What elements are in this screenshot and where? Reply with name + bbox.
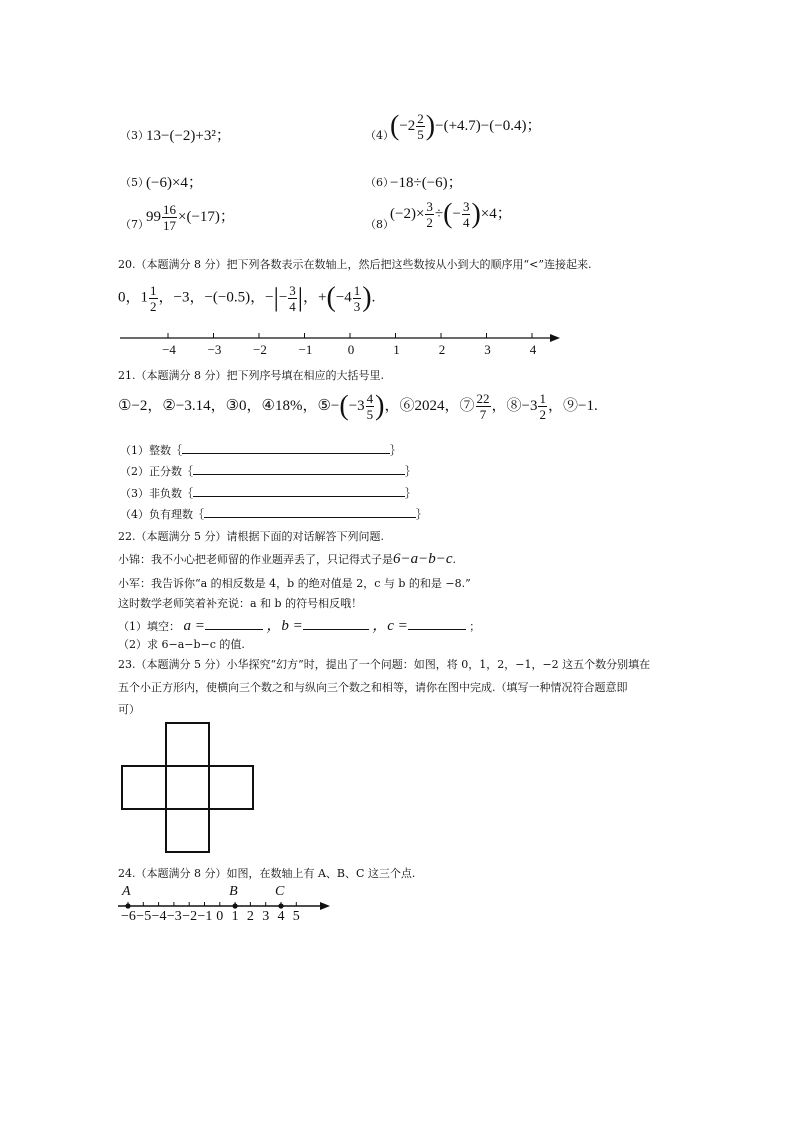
q24-tick-label: 2: [246, 909, 254, 924]
q24-point-label: A: [122, 884, 131, 899]
q20-tick-label: 1: [393, 342, 400, 357]
q19-p3-expr: 13−(−2)+3²；: [146, 128, 231, 144]
q22-q2: （2）求 6−a−b−c 的值.: [118, 638, 245, 651]
q24-tick-label: 5: [292, 909, 300, 924]
q20-tick-label: 2: [438, 342, 446, 357]
q20-tick-label: −3: [207, 342, 222, 357]
q24-tick-label: 0: [216, 909, 224, 924]
q21-set-nonnegative: （3）非负数｛ ｝: [120, 484, 416, 501]
q19-p8-expr: (−2)× $\frac{3}{2}$ ÷(− $\frac{3}{4}$ )×4；: [390, 198, 512, 230]
q20-tick-label: 3: [484, 342, 491, 357]
answer-blank-b[interactable]: [303, 617, 369, 630]
magic-square-cell-center[interactable]: [165, 765, 210, 810]
q21-set-negative-rational: （4）负有理数｛ ｝: [120, 505, 427, 522]
answer-blank[interactable]: [193, 484, 405, 497]
answer-blank[interactable]: [193, 462, 405, 475]
q19-p4-label: （4）: [365, 129, 394, 142]
q24-tick-label: −1: [197, 909, 213, 924]
q22-line3: 这时数学老师笑着补充说：a 和 b 的符号相反哦！: [118, 597, 363, 610]
magic-square-figure: [121, 722, 254, 853]
q19-p7-label: （7）: [120, 218, 149, 231]
q24-tick-label: 4: [277, 909, 285, 924]
q20-tick-label: −4: [162, 342, 176, 357]
q24-title: 24.（本题满分 8 分）如图，在数轴上有 A、B、C 这三个点.: [118, 867, 416, 880]
q20-tick-label: 0: [347, 342, 355, 357]
q19-p6-label: （6）: [365, 176, 394, 189]
q21-items: ①−2，②−3.14，③0，④18%，⑤−(−3 $\frac{4}{5}$ )，⑥2024，⑦ $\frac{22}{7}$ ，⑧−3 $\frac{1}{2}$ ，⑨−1.: [118, 390, 598, 422]
q24-point-A: [125, 903, 130, 908]
magic-square-cell-bottom[interactable]: [165, 808, 210, 853]
q24-tick-label: 1: [231, 909, 239, 924]
q24-tick-label: −5: [136, 909, 152, 924]
q22-fill: （1）填空： a = ，b = ，c = ；: [118, 618, 481, 634]
magic-square-cell-left[interactable]: [121, 765, 167, 810]
q23-line1: 23.（本题满分 5 分）小华探究“幻方”时，提出了一个问题：如图，将 0，1，2，−1，−2 这五个数分别填在: [118, 658, 651, 671]
answer-blank-c[interactable]: [408, 617, 466, 630]
q19-p6-expr: −18÷(−6)；: [390, 175, 463, 191]
q24-point-label: B: [229, 884, 238, 899]
answer-blank-a[interactable]: [205, 617, 263, 630]
q20-tick-label: −1: [298, 342, 313, 357]
q22-title: 22.（本题满分 5 分）请根据下面的对话解答下列问题.: [118, 530, 384, 543]
q22-line1: 小锦：我不小心把老师留的作业题弄丢了，只记得式子是6−a−b−c.: [118, 551, 457, 567]
answer-blank[interactable]: [204, 505, 416, 518]
magic-square-cell-right[interactable]: [208, 765, 254, 810]
answer-blank[interactable]: [182, 441, 390, 454]
q24-tick-label: 3: [262, 909, 270, 924]
q24-tick-label: −6: [121, 909, 136, 924]
q21-set-integers: （1）整数｛ ｝: [120, 441, 401, 458]
q23-line2: 五个小正方形内，使横向三个数之和与纵向三个数之和相等，请你在图中完成.（填写一种情况符合题意即: [118, 681, 628, 694]
q24-tick-label: −4: [151, 909, 167, 924]
magic-square-cell-top[interactable]: [165, 722, 210, 767]
q24-tick-label: −3: [166, 909, 182, 924]
q21-set-positive-fractions: （2）正分数｛ ｝: [120, 462, 416, 479]
q20-tick-label: 4: [529, 342, 537, 357]
q21-title: 21.（本题满分 8 分）把下列序号填在相应的大括号里.: [118, 369, 384, 382]
q19-p5-label: （5）: [120, 176, 149, 189]
q19-p8-label: （8）: [365, 218, 394, 231]
q22-line2: 小军：我告诉你“a 的相反数是 4，b 的绝对值是 2，c 与 b 的和是 −8.”: [118, 577, 471, 590]
q24-point-C: [278, 903, 283, 908]
q20-number-line: [110, 325, 570, 361]
q19-p4-expr: (−2 $\frac{2}{5}$ )−(+4.7)−(−0.4)；: [390, 110, 542, 142]
q23-line3: 可）: [118, 703, 140, 716]
q19-p5-expr: (−6)×4；: [146, 175, 203, 191]
q24-point-B: [233, 903, 238, 908]
q20-numbers: 0，1 $\frac{1}{2}$ ，−3，−(−0.5)，−|− $\frac{3}{4}$ |，+(−4 $\frac{1}{3}$ ).: [118, 282, 376, 314]
q20-title: 20.（本题满分 8 分）把下列各数表示在数轴上，然后把这些数按从小到大的顺序用“<”连接起来.: [118, 258, 592, 271]
q24-tick-label: −2: [182, 909, 198, 924]
q20-tick-label: −2: [253, 342, 267, 357]
q19-p3-label: （3）: [120, 129, 149, 142]
q24-point-label: C: [275, 884, 285, 899]
q19-p7-expr: 99 $\frac{16}{17}$ ×(−17)；: [146, 202, 235, 233]
